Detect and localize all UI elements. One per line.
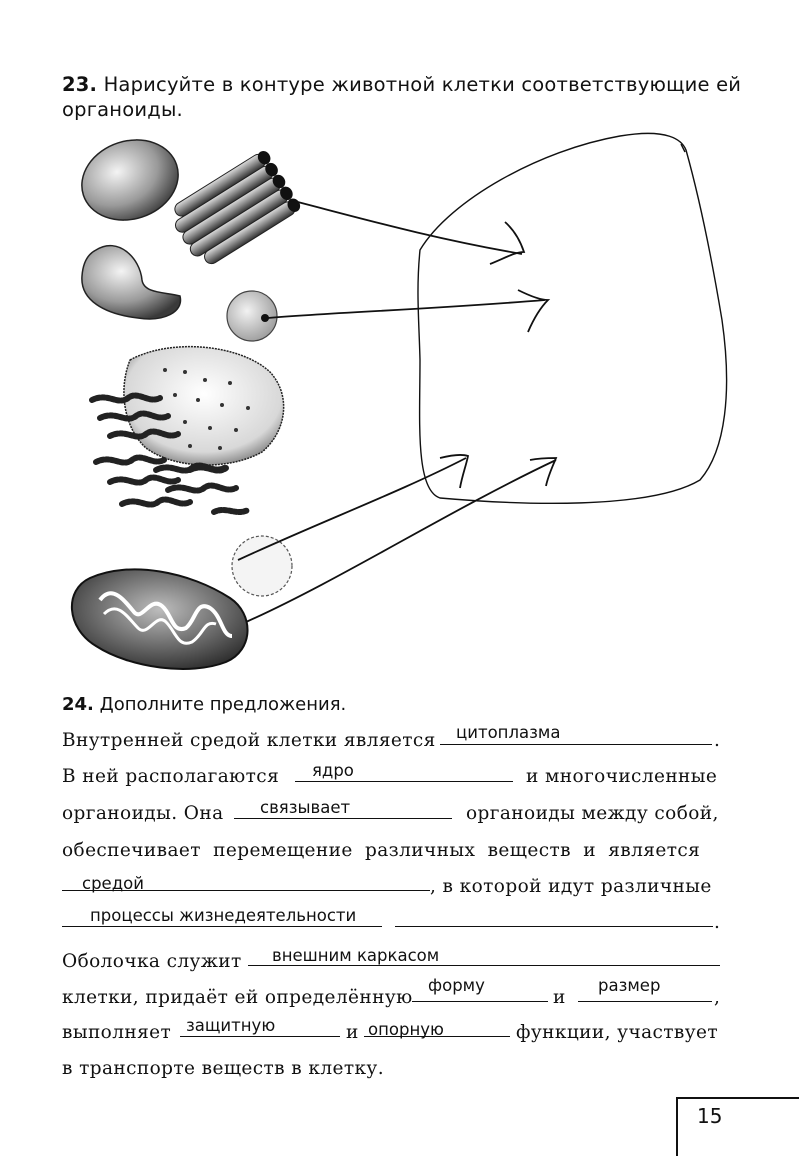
sentence-line-2: В ней располагаются <box>62 766 280 787</box>
er-complex-icon <box>92 347 284 512</box>
workbook-page: 23. Нарисуйте в контуре животной клетки соответствующие ей органоиды. 24. Дополните предложения. Внутренней средой клетки является цитоплазма . В ней располагаются ядро и многочисленные органоиды. Она связывает органоиды между собой, обеспечивает перемещение различных веществ и является средой , в которой идут различные процессы жизнедеятельности . Оболочка служит внешним каркасом клетки, придаёт ей определённую форму и размер , выполняет защитную и опорную функции, участвует в транспорте веществ в клетку. 15 <box>0 0 799 1156</box>
mitochondrion-icon <box>72 569 248 669</box>
answer-size: размер <box>598 976 661 995</box>
task-24-heading <box>62 694 346 715</box>
bean-organelle-icon <box>82 246 181 319</box>
sentence-line-4: обеспечивает перемещение различных веществ и является <box>62 840 701 861</box>
answer-connects: связывает <box>260 798 351 817</box>
centriole-icon <box>165 149 302 271</box>
answer-blank-extra <box>395 906 713 927</box>
answer-cytoplasm: цитоплазма <box>456 723 561 742</box>
sentence-line-1: Внутренней средой клетки является <box>62 730 436 751</box>
task-23-instruction: Нарисуйте в контуре животной клетки соответствующие ей органоиды. <box>62 73 742 121</box>
oval-organelle-icon <box>71 128 188 232</box>
sentence-line-9: выполняет <box>62 1022 172 1043</box>
sentence-line-10: в транспорте веществ в клетку. <box>62 1058 384 1079</box>
cell-outline <box>418 133 727 503</box>
answer-nucleus: ядро <box>312 761 354 780</box>
sentence-line-3: органоиды. Она <box>62 803 224 824</box>
answer-frame: внешним каркасом <box>272 946 440 965</box>
sentence-line-7: Оболочка служит <box>62 951 242 972</box>
task-24-instruction: Дополните предложения. <box>99 694 347 715</box>
answer-medium: средой <box>82 874 144 893</box>
sphere-organelle-icon <box>227 291 277 341</box>
task-23-number: 23. <box>62 73 98 96</box>
sentence-line-8: клетки, придаёт ей определённую <box>62 987 413 1008</box>
answer-protective: защитную <box>186 1016 276 1035</box>
page-number-box <box>676 1097 799 1156</box>
answer-processes: процессы жизнедеятельности <box>90 906 357 925</box>
answer-support: опорную <box>368 1020 444 1039</box>
answer-shape: форму <box>428 976 485 995</box>
task-24-number: 24. <box>62 694 94 715</box>
page-number: 15 <box>697 1104 723 1128</box>
vesicle-icon <box>232 536 292 596</box>
